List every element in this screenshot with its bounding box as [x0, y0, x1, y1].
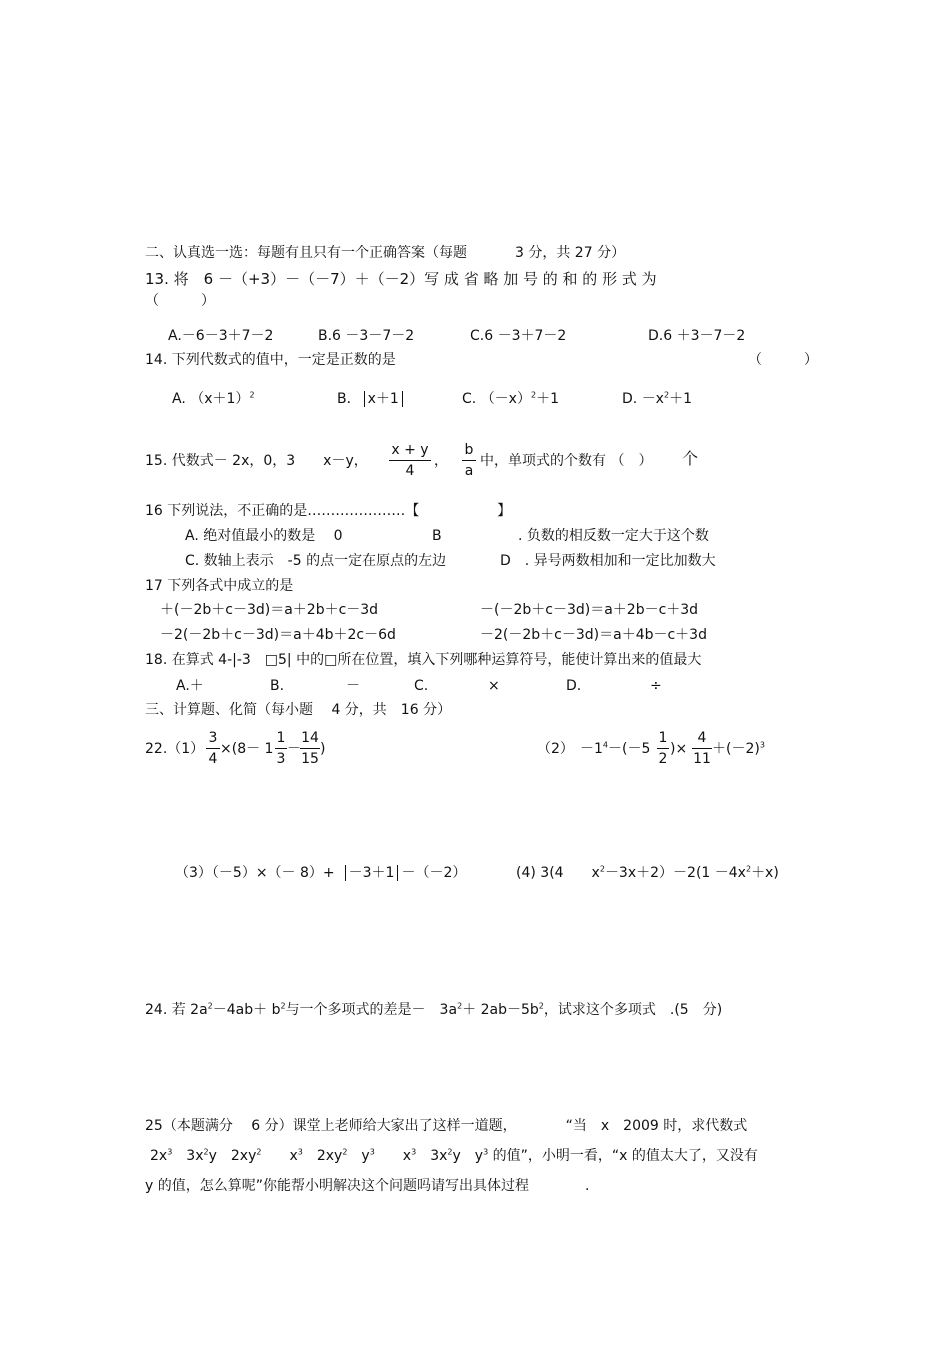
- q16-option-c: C. 数轴上表示 -5 的点一定在原点的左边: [185, 553, 447, 569]
- q17-option-a: ＋(－2b＋c－3d)＝a＋2b＋c－3d: [160, 602, 379, 618]
- q14-answer-paren: （ ）: [748, 352, 818, 368]
- q15-comma: ，: [434, 453, 448, 469]
- q14-option-c: C. $(-x)^2+1$: [462, 390, 559, 407]
- q22-part-2-a: $-1^4-(-5$: [580, 740, 651, 757]
- q13-option-c: C.6 －3＋7－2: [470, 328, 567, 344]
- q22-close: ): [320, 741, 326, 757]
- section-2-score: 3 分，共 27 分）: [515, 245, 626, 261]
- q22-part-3: （3）（－5）×（－ 8）+ －3＋1 －（－2）: [175, 865, 467, 881]
- q22-part-2-label: （2）: [537, 741, 574, 757]
- q13-text: 将 6 －（+3）－（－7）＋（－2）写 成 省 略 加 号 的 和 的 形 式 为: [173, 270, 657, 288]
- q17-option-c: －2(－2b＋c－3d)＝a＋4b＋2c－6d: [160, 627, 396, 643]
- q17-option-b: －(－2b＋c－3d)＝a＋2b－c＋3d: [480, 602, 699, 618]
- q18-option-a: A.＋: [176, 678, 204, 694]
- q13-option-b: B.6 －3－7－2: [318, 328, 415, 344]
- q22-fraction-3-4: 3 4: [206, 729, 220, 768]
- q13-number: 13.: [145, 270, 169, 288]
- section-2-heading: [145, 244, 625, 262]
- q13-stem: [145, 270, 657, 288]
- q22-fraction-4-11: 4 11: [693, 730, 711, 767]
- q15-tail: 中，单项式的个数有 （ ）: [480, 453, 653, 469]
- q25-line-3: y 的值，怎么算呢”你能帮小明解决这个问题吗请写出具体过程 .: [145, 1178, 590, 1194]
- q13-option-d: D.6 ＋3－7－2: [648, 328, 746, 344]
- q22-fraction-14-15: 14 15: [301, 730, 319, 767]
- q22-part-4: (4) 3(4 $x^2-3x+2)-2(1 -4x^2+x)$: [516, 864, 779, 881]
- q13-option-a: A.－6－3＋7－2: [168, 328, 274, 344]
- q16-option-b: . 负数的相反数一定大于这个数: [518, 528, 709, 544]
- q16-option-d: D . 异号两数相加和一定比加数大: [500, 553, 716, 569]
- q16-option-b-label: B: [432, 528, 442, 544]
- q15-lead: 15. 代数式－ 2x，0，3 x－y，: [145, 453, 368, 469]
- q13-answer-paren: （ ）: [145, 293, 215, 309]
- q25-line-2: $2x^3$ $3x^2y$ $2xy^2$ $x^3$ $2xy^2$ $y^3$ $x^3$ $3x^2y$ $y^3$ 的值”，小明一看，“x 的值太大了，又没有: [150, 1147, 758, 1164]
- q16-stem: 16 下列说法，不正确的是…………………【 】: [145, 503, 512, 519]
- q14-stem: 14. 下列代数式的值中，一定是正数的是: [145, 352, 396, 368]
- q17-option-d: －2(－2b＋c－3d)＝a＋4b－c＋3d: [480, 627, 707, 643]
- q15-fraction-2: b a: [462, 441, 476, 480]
- q18-option-b-label: B.: [270, 678, 285, 694]
- q24-stem: 24. 若 $2a^2-4ab+ b^2$与一个多项式的差是－ $3a^2+ 2ab-5b^2$，试求这个多项式 .(5 分): [145, 1001, 723, 1018]
- q18-option-c-symbol: ×: [488, 678, 500, 694]
- q22-part-2-c: )×: [670, 741, 688, 757]
- q15-fraction-1: x + y 4: [389, 441, 431, 480]
- q18-option-c-label: C.: [414, 678, 429, 694]
- q18-option-d-symbol: ÷: [650, 678, 662, 694]
- section-2-heading-text: 二、认真选一选：每题有且只有一个正确答案（每题: [145, 245, 467, 261]
- q18-option-d-label: D.: [566, 678, 582, 694]
- section-3-heading: 三、计算题、化简（每小题 4 分，共 16 分）: [145, 702, 452, 718]
- q14-option-a: A. $(x+1)^2$: [172, 390, 255, 407]
- q22-minus: －: [287, 741, 301, 757]
- q16-option-a: A. 绝对值最小的数是 0: [185, 528, 343, 544]
- q15-unit: 个: [682, 449, 699, 468]
- q22-fraction-1-3: 1 3: [276, 730, 286, 767]
- q22-part-2-d: $+(-2)^3$: [712, 740, 765, 757]
- q18-option-b-symbol: －: [346, 678, 360, 694]
- q22-fraction-1-2: 1 2: [658, 730, 668, 767]
- q14-option-b: B． x＋1: [337, 390, 406, 408]
- q25-line-1: 25（本题满分 6 分）课堂上老师给大家出了这样一道题， “当 x 2009 时，求代数式: [145, 1118, 748, 1134]
- q22-mid: ×(8－ 1: [220, 741, 274, 757]
- q14-option-d: D. $-x^2+1$: [622, 390, 692, 407]
- q17-stem: 17 下列各式中成立的是: [145, 578, 294, 594]
- q22-number: 22.（1）: [145, 741, 205, 757]
- q18-stem: 18. 在算式 4-|-3 □5| 中的□所在位置，填入下列哪种运算符号，能使计算出来的值最大: [145, 652, 702, 668]
